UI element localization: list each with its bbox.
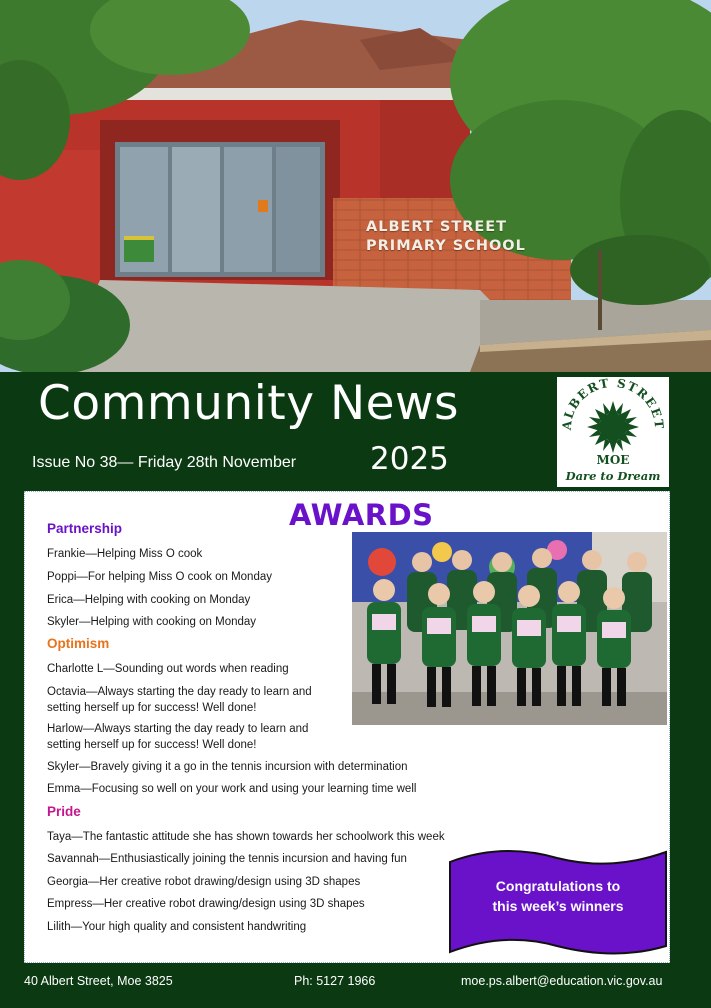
award-item: Octavia—Always starting the day ready to learn and <box>47 686 312 698</box>
award-item: Taya—The fantastic attitude she has shown towards her schoolwork this week <box>47 831 445 843</box>
school-building-illustration <box>0 0 711 372</box>
award-item: Savannah—Enthusiastically joining the tennis incursion and having fun <box>47 853 407 865</box>
building-sign-line2: PRIMARY SCHOOL <box>366 238 526 254</box>
logo-moe-text: MOE <box>596 453 630 467</box>
banner-line-1: Congratulations to <box>495 878 621 894</box>
award-item: Empress—Her creative robot drawing/design using 3D shapes <box>47 898 365 910</box>
issue-year: 2025 <box>370 441 449 477</box>
award-item: Erica—Helping with cooking on Monday <box>47 594 251 606</box>
category-optimism: Optimism <box>47 636 110 651</box>
footer-phone: Ph: 5127 1966 <box>294 974 376 988</box>
building-sign <box>366 218 526 256</box>
footer-address: 40 Albert Street, Moe 3825 <box>24 974 173 988</box>
award-item: Emma—Focusing so well on your work and using your learning time well <box>47 783 417 795</box>
award-item: Georgia—Her creative robot drawing/design using 3D shapes <box>47 876 361 888</box>
award-item-continued: setting herself up for success! Well done! <box>47 739 257 751</box>
award-item: Poppi—For helping Miss O cook on Monday <box>47 571 272 583</box>
newsletter-title: Community News <box>38 376 459 431</box>
award-item: Skyler—Bravely giving it a go in the tennis incursion with determination <box>47 761 408 773</box>
logo-arc-text: ALBERT STREET <box>559 377 667 431</box>
category-pride: Pride <box>47 804 81 819</box>
school-entrance-photo <box>0 0 711 372</box>
congratulations-text <box>447 876 669 916</box>
banner-line-2: this week’s winners <box>492 898 624 914</box>
award-item: Lilith—Your high quality and consistent handwriting <box>47 921 307 933</box>
award-item: Frankie—Helping Miss O cook <box>47 548 203 560</box>
awards-heading: AWARDS <box>289 498 434 532</box>
award-item: Skyler—Helping with cooking on Monday <box>47 616 257 628</box>
category-partnership: Partnership <box>47 521 123 536</box>
building-sign-line1: ALBERT STREET <box>366 219 508 235</box>
issue-line: Issue No 38— Friday 28th November <box>32 454 297 471</box>
students-group-illustration <box>352 532 667 725</box>
footer-email: moe.ps.albert@education.vic.gov.au <box>461 974 663 988</box>
award-item: Charlotte L—Sounding out words when reading <box>47 663 289 675</box>
award-item: Harlow—Always starting the day ready to learn and <box>47 723 309 735</box>
school-logo <box>557 377 669 487</box>
logo-tagline: Dare to Dream <box>565 469 661 483</box>
award-item-continued: setting herself up for success! Well done! <box>47 702 257 714</box>
award-winners-photo <box>352 532 667 725</box>
